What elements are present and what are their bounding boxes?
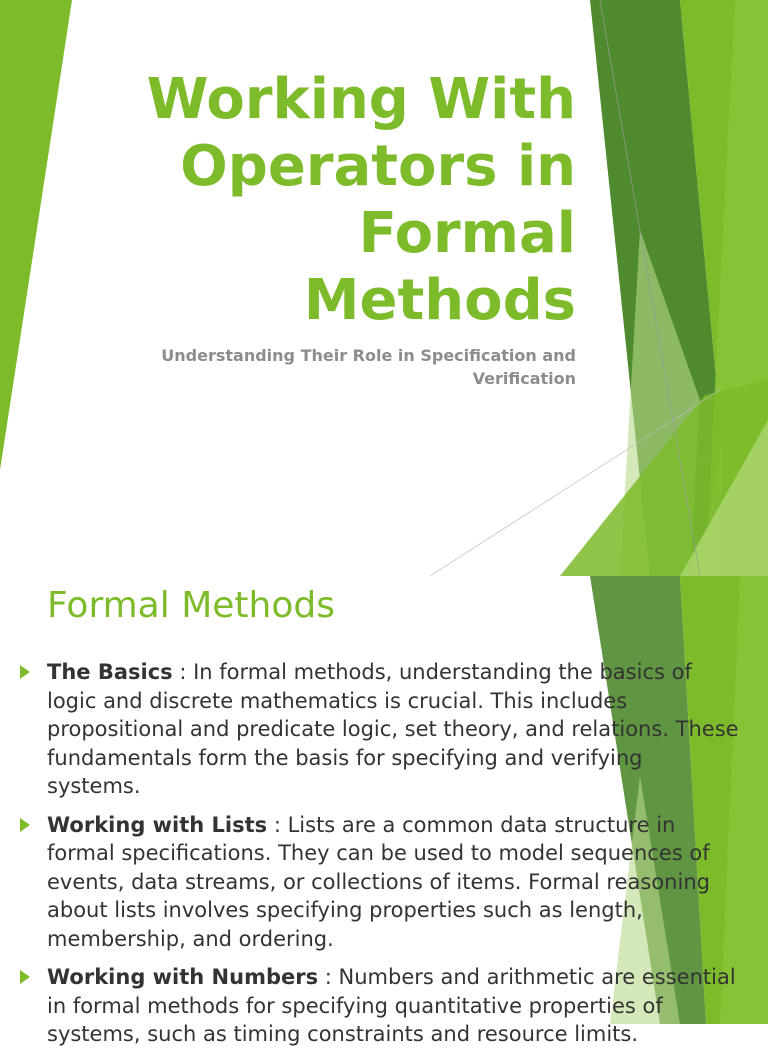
bullet-item	[20, 963, 740, 1049]
triangle-bullet-icon	[20, 970, 30, 984]
bullet-text: : Lists are a common data structure in formal specifications. They can be used to model sequences of events, data streams, or collections of items. Formal reasoning about lists involves specifying properties such as length, membership, and ordering.	[47, 812, 710, 951]
bullet-text: : In formal methods, understanding the basics of logic and discrete mathematics is crucial. This includes propositional and predicate logic, set theory, and relations. These fundamentals form the basis for specifying and verifying systems.	[47, 660, 739, 798]
bullet-item	[20, 658, 740, 801]
bullet-term: Working with Numbers	[47, 965, 319, 989]
slide-subtitle: Understanding Their Role in Specification and Verification	[161, 346, 576, 388]
content-slide	[0, 576, 768, 1046]
triangle-bullet-icon	[20, 665, 30, 679]
left-green-sliver	[0, 0, 72, 470]
bullet-term: The Basics	[47, 660, 173, 684]
bullet-item	[20, 811, 740, 954]
slide-title: Formal Methods	[47, 585, 335, 626]
bullet-text: : Numbers and arithmetic are essential in formal methods for specifying quantitative properties of systems, such as timing constraints and resource limits.	[47, 965, 736, 1046]
slide-title: Working With Operators in Formal Methods	[146, 67, 576, 333]
triangle-bullet-icon	[20, 818, 30, 832]
bullet-list	[20, 658, 740, 1059]
bullet-term: Working with Lists	[47, 812, 268, 837]
